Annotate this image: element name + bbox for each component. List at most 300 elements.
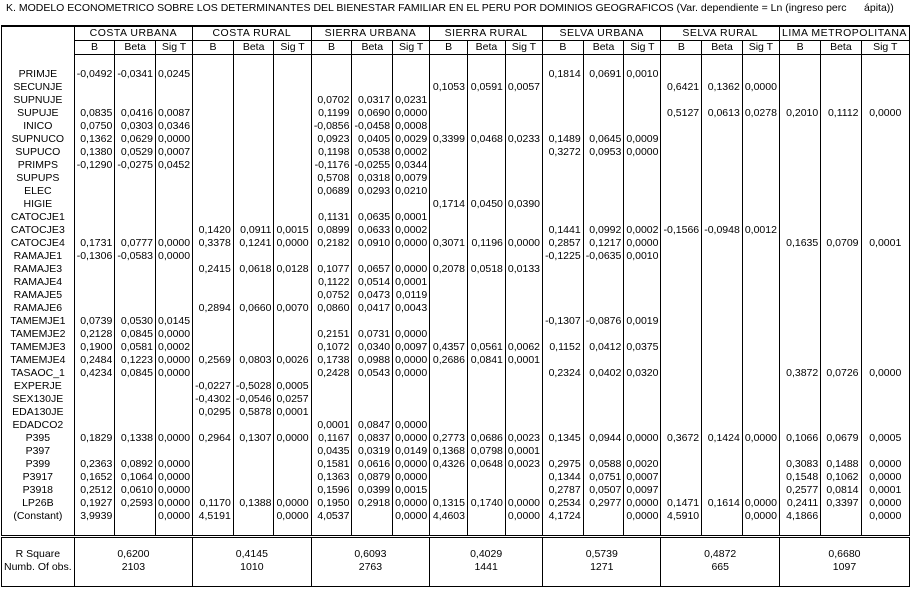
value-cell [779,328,820,341]
value-cell: 0,0450 [467,198,505,211]
empty-cell [661,55,702,69]
empty-cell [583,55,624,69]
value-cell: 0,0019 [624,315,661,328]
variable-label: CATOCJE3 [2,224,75,237]
value-cell: 0,0149 [393,445,430,458]
value-cell: 0,1829 [74,432,115,445]
value-cell [702,302,743,315]
value-cell: 0,1738 [311,354,352,367]
value-cell [74,172,115,185]
value-cell [505,211,542,224]
value-cell [430,367,468,380]
value-cell: 0,0514 [352,276,393,289]
value-cell [274,458,311,471]
value-cell: 0,2078 [430,263,468,276]
value-cell [661,172,702,185]
value-cell [583,419,624,432]
value-cell: -0,0341 [115,68,156,81]
value-cell [861,263,909,276]
obs-count-row [2,561,910,587]
value-cell: 0,0001 [393,211,430,224]
value-cell: 0,1488 [821,458,861,471]
value-cell [742,406,779,419]
value-cell: 0,0057 [505,81,542,94]
value-cell: 0,0000 [624,497,661,510]
value-cell [430,289,468,302]
value-cell [821,263,861,276]
value-cell [661,263,702,276]
value-cell [702,211,743,224]
value-cell [467,159,505,172]
empty-cell [779,55,820,69]
value-cell: -0,0856 [311,120,352,133]
value-cell [661,484,702,497]
value-cell [467,393,505,406]
value-cell [74,276,115,289]
value-cell [193,120,234,133]
domain-header: SELVA URBANA [543,26,661,41]
value-cell [193,133,234,146]
value-cell: 0,2128 [74,328,115,341]
value-cell [742,211,779,224]
value-cell [861,172,909,185]
value-cell [624,81,661,94]
value-cell [393,81,430,94]
value-cell [583,354,624,367]
value-cell: 0,4357 [430,341,468,354]
column-header-beta: Beta [352,41,393,55]
variable-label: LP26B [2,497,75,510]
value-cell [543,94,584,107]
value-cell [742,367,779,380]
value-cell: 0,0837 [352,432,393,445]
value-cell [742,315,779,328]
value-cell [624,159,661,172]
value-cell [193,328,234,341]
value-cell [583,510,624,523]
value-cell [274,120,311,133]
value-cell [624,354,661,367]
value-cell [115,419,156,432]
value-cell [543,120,584,133]
value-cell [583,185,624,198]
value-cell [861,198,909,211]
value-cell [156,393,193,406]
value-cell [779,185,820,198]
value-cell [193,250,234,263]
value-cell [624,263,661,276]
value-cell [193,198,234,211]
value-cell: 0,0751 [583,471,624,484]
value-cell [430,315,468,328]
value-cell: 0,5878 [233,406,274,419]
value-cell: 0,0000 [156,328,193,341]
value-cell: 0,0293 [352,185,393,198]
value-cell [543,185,584,198]
r-square-label: R Square [2,538,75,562]
variable-label: RAMAJE6 [2,302,75,315]
value-cell [156,276,193,289]
value-cell [156,263,193,276]
value-cell [352,510,393,523]
value-cell: 4,4603 [430,510,468,523]
value-cell: 0,0000 [624,237,661,250]
value-cell [661,341,702,354]
value-cell [193,367,234,380]
value-cell: 0,0690 [352,107,393,120]
table-row [2,458,910,471]
value-cell [702,458,743,471]
table-row [2,367,910,380]
value-cell [467,406,505,419]
value-cell: 0,0814 [821,484,861,497]
r-square-value: 0,4029 [430,538,543,562]
empty-cell [193,55,234,69]
value-cell: 0,0000 [624,432,661,445]
value-cell [861,445,909,458]
value-cell: 0,0845 [115,367,156,380]
value-cell [352,81,393,94]
value-cell [583,94,624,107]
value-cell: 0,0015 [274,224,311,237]
value-cell: 0,0233 [505,133,542,146]
value-cell: 0,0473 [352,289,393,302]
value-cell [115,263,156,276]
value-cell [193,211,234,224]
value-cell [430,302,468,315]
value-cell: 0,0944 [583,432,624,445]
empty-cell [274,55,311,69]
value-cell: 0,1217 [583,237,624,250]
value-cell: 0,3378 [193,237,234,250]
value-cell: 0,0000 [156,471,193,484]
table-row [2,497,910,510]
value-cell: 0,0001 [861,237,909,250]
value-cell [821,250,861,263]
value-cell: 0,0007 [624,471,661,484]
value-cell [115,185,156,198]
value-cell [505,107,542,120]
empty-cell [821,523,861,536]
value-cell [233,94,274,107]
value-cell [430,250,468,263]
column-header-sig-t: Sig T [156,41,193,55]
value-cell: 0,1614 [702,497,743,510]
value-cell [779,354,820,367]
obs-count-label: Numb. Of obs. [2,561,75,587]
column-header-b: B [430,41,468,55]
value-cell [74,393,115,406]
table-row [2,68,910,81]
value-cell [779,120,820,133]
value-cell [779,393,820,406]
value-cell [779,211,820,224]
value-cell: 0,0210 [393,185,430,198]
value-cell [861,133,909,146]
value-cell [861,302,909,315]
value-cell: 0,0657 [352,263,393,276]
value-cell [861,341,909,354]
value-cell [543,107,584,120]
value-cell [702,120,743,133]
value-cell: 0,0452 [156,159,193,172]
value-cell [861,380,909,393]
value-cell [193,458,234,471]
table-row [2,263,910,276]
value-cell: 0,0320 [624,367,661,380]
value-cell: 0,3399 [430,133,468,146]
value-cell [661,289,702,302]
value-cell [624,172,661,185]
value-cell: -0,0255 [352,159,393,172]
value-cell: 0,0001 [393,276,430,289]
table-title: K. MODELO ECONOMETRICO SOBRE LOS DETERMINANTES DEL BIENESTAR FAMILIAR EN EL PERU POR DOMINIOS GEOGRAFICOS (Var. dependiente = Ln (ingreso perc ápita)) [6,2,894,14]
value-cell: 0,0000 [861,471,909,484]
value-cell [467,250,505,263]
value-cell [779,419,820,432]
table-row [2,315,910,328]
value-cell [702,471,743,484]
value-cell [702,484,743,497]
value-cell [821,393,861,406]
value-cell: 0,0029 [393,133,430,146]
value-cell: 0,1131 [311,211,352,224]
value-cell: 0,0000 [156,250,193,263]
value-cell [779,172,820,185]
r-square-value: 0,6680 [779,538,909,562]
value-cell [156,185,193,198]
value-cell [115,211,156,224]
value-cell [115,276,156,289]
value-cell [543,81,584,94]
value-cell [233,172,274,185]
value-cell: 0,1064 [115,471,156,484]
r-square-value: 0,4872 [661,538,779,562]
value-cell [156,211,193,224]
value-cell: 0,1714 [430,198,468,211]
column-header-b: B [311,41,352,55]
value-cell: 0,1315 [430,497,468,510]
value-cell: 4,5191 [193,510,234,523]
value-cell [505,172,542,185]
value-cell [430,471,468,484]
value-cell [583,211,624,224]
value-cell [583,276,624,289]
value-cell [274,341,311,354]
value-cell [193,419,234,432]
value-cell: 0,0910 [352,237,393,250]
value-cell: 0,0616 [352,458,393,471]
value-cell: 0,1368 [430,445,468,458]
table-row [2,120,910,133]
value-cell: 0,0412 [583,341,624,354]
value-cell: 0,1112 [821,107,861,120]
value-cell: 0,0507 [583,484,624,497]
value-cell: 0,1062 [821,471,861,484]
value-cell [742,419,779,432]
value-cell [352,380,393,393]
value-cell [702,198,743,211]
value-cell: 0,0128 [274,263,311,276]
value-cell [624,185,661,198]
value-cell [742,159,779,172]
table-row [2,94,910,107]
value-cell: 0,0257 [274,393,311,406]
empty-cell [193,523,234,536]
value-cell [742,380,779,393]
value-cell [352,198,393,211]
value-cell [543,198,584,211]
value-cell [193,172,234,185]
value-cell [115,289,156,302]
value-cell: 0,1344 [543,471,584,484]
value-cell [274,471,311,484]
empty-cell [702,55,743,69]
value-cell [702,159,743,172]
value-cell: 0,0133 [505,263,542,276]
variable-label: SUPUJE [2,107,75,120]
r-square-row [2,538,910,562]
value-cell: -0,0546 [233,393,274,406]
value-cell [467,120,505,133]
value-cell: 0,2182 [311,237,352,250]
value-cell [861,289,909,302]
value-cell [861,393,909,406]
value-cell [742,133,779,146]
value-cell [583,380,624,393]
value-cell [393,406,430,419]
value-cell [467,224,505,237]
value-cell: 3,9939 [74,510,115,523]
value-cell: 0,0879 [352,471,393,484]
value-cell: 0,1363 [311,471,352,484]
value-cell: 0,1489 [543,133,584,146]
value-cell: 0,0000 [861,458,909,471]
value-cell: -0,0227 [193,380,234,393]
value-cell [193,341,234,354]
value-cell [74,94,115,107]
value-cell [156,81,193,94]
value-cell [233,250,274,263]
table-row [2,341,910,354]
value-cell [661,406,702,419]
value-cell: 0,1424 [702,432,743,445]
value-cell: 0,1596 [311,484,352,497]
value-cell: 0,0000 [393,263,430,276]
value-cell [742,354,779,367]
value-cell: -0,0492 [74,68,115,81]
value-cell [274,315,311,328]
table-row [2,250,910,263]
value-cell: 0,3872 [779,367,820,380]
value-cell [193,81,234,94]
value-cell [505,471,542,484]
value-cell: 0,0070 [274,302,311,315]
value-cell [193,289,234,302]
value-cell: 0,0000 [742,497,779,510]
value-cell [467,315,505,328]
value-cell [702,146,743,159]
value-cell [861,94,909,107]
value-cell: 0,1441 [543,224,584,237]
value-cell [821,315,861,328]
value-cell [156,419,193,432]
value-cell [661,120,702,133]
value-cell: 0,0613 [702,107,743,120]
value-cell [156,406,193,419]
variable-label: SUPUPS [2,172,75,185]
obs-count-value: 665 [661,561,779,587]
value-cell [233,484,274,497]
value-cell [467,94,505,107]
r-square-value: 0,4145 [193,538,311,562]
subheader-row [2,41,910,55]
value-cell [702,341,743,354]
value-cell [702,276,743,289]
value-cell [821,211,861,224]
value-cell [430,328,468,341]
value-cell [702,185,743,198]
table-row [2,419,910,432]
table-row [2,328,910,341]
value-cell [543,263,584,276]
value-cell: 0,5708 [311,172,352,185]
value-cell [661,302,702,315]
value-cell [861,406,909,419]
value-cell: 0,0001 [505,445,542,458]
value-cell [583,445,624,458]
value-cell [233,146,274,159]
value-cell [193,484,234,497]
value-cell: -0,0948 [702,224,743,237]
value-cell [115,393,156,406]
value-cell [430,406,468,419]
value-cell [702,94,743,107]
value-cell: 0,0119 [393,289,430,302]
value-cell [543,276,584,289]
value-cell: 0,1900 [74,341,115,354]
value-cell [74,380,115,393]
value-cell [233,510,274,523]
value-cell: 0,0538 [352,146,393,159]
value-cell [583,406,624,419]
value-cell: 0,0062 [505,341,542,354]
value-cell: 0,0000 [274,237,311,250]
table-row [2,445,910,458]
value-cell [742,328,779,341]
value-cell: 0,1122 [311,276,352,289]
value-cell [861,419,909,432]
value-cell [311,315,352,328]
value-cell: 0,0375 [624,341,661,354]
value-cell [233,68,274,81]
value-cell: 0,0020 [624,458,661,471]
value-cell [393,198,430,211]
variable-label: (Constant) [2,510,75,523]
value-cell: 0,0000 [156,367,193,380]
domain-header: SIERRA RURAL [430,26,543,41]
value-cell [624,328,661,341]
value-cell: 0,0635 [352,211,393,224]
value-cell [624,120,661,133]
value-cell: 0,0390 [505,198,542,211]
value-cell: 0,0000 [274,432,311,445]
column-header-b: B [661,41,702,55]
variable-label: TAMEMJE3 [2,341,75,354]
value-cell: 0,1652 [74,471,115,484]
value-cell: 0,0000 [861,367,909,380]
column-header-b: B [543,41,584,55]
